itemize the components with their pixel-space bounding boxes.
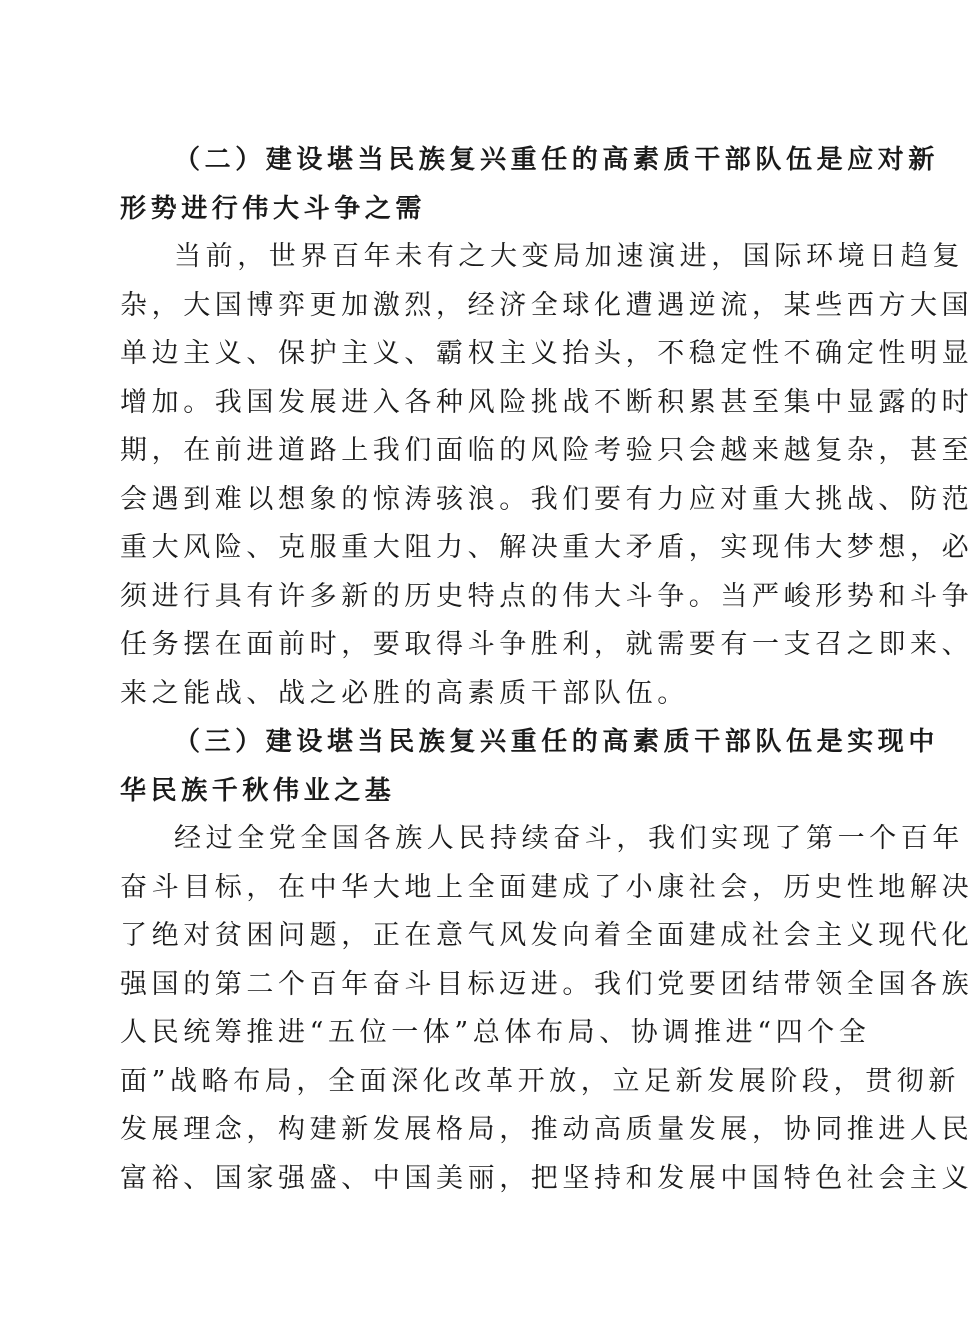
section-heading-2 xyxy=(120,136,940,233)
heading-line: 华民族千秋伟业之基 xyxy=(120,775,396,806)
paragraph-line: 富裕、国家强盛、中国美丽，把坚持和发展中国特色社会主义 xyxy=(120,1162,973,1194)
section-paragraph-2 xyxy=(120,233,973,718)
paragraph-line: 来之能战、战之必胜的高素质干部队伍。 xyxy=(120,677,689,709)
paragraph-line: 任务摆在面前时，要取得斗争胜利，就需要有一支召之即来、 xyxy=(120,629,973,660)
paragraph-line: 人民统筹推进“五位一体”总体布局、协调推进“四个全 xyxy=(120,1017,871,1048)
paragraph-line: 了绝对贫困问题，正在意气风发向着全面建成社会主义现代化 xyxy=(120,920,973,951)
paragraph-line: 重大风险、克服重大阻力、解决重大矛盾，实现伟大梦想，必 xyxy=(120,532,973,563)
paragraph-line: 发展理念，构建新发展格局，推动高质量发展，协同推进人民 xyxy=(120,1114,973,1145)
heading-line: （二）建设堪当民族复兴重任的高素质干部队伍是应对新 xyxy=(174,145,940,175)
paragraph-line: 当前，世界百年未有之大变局加速演进，国际环境日趋复 xyxy=(174,241,964,272)
paragraph-line: 奋斗目标，在中华大地上全面建成了小康社会，历史性地解决 xyxy=(120,871,973,903)
paragraph-line: 强国的第二个百年奋斗目标迈进。我们党要团结带领全国各族 xyxy=(120,968,973,1000)
paragraph-line: 经过全党全国各族人民持续奋斗，我们实现了第一个百年 xyxy=(174,823,964,854)
section-paragraph-3 xyxy=(120,815,973,1203)
paragraph-line: 杂，大国博弈更加激烈，经济全球化遭遇逆流，某些西方大国 xyxy=(120,289,973,321)
paragraph-line: 期，在前进道路上我们面临的风险考验只会越来越复杂，甚至 xyxy=(120,435,973,466)
document-page xyxy=(120,136,973,1203)
paragraph-line: 增加。我国发展进入各种风险挑战不断积累甚至集中显露的时 xyxy=(120,386,973,418)
heading-line: （三）建设堪当民族复兴重任的高素质干部队伍是实现中 xyxy=(174,727,940,757)
section-heading-3 xyxy=(120,718,940,815)
heading-line: 形势进行伟大斗争之需 xyxy=(120,193,427,224)
paragraph-line: 单边主义、保护主义、霸权主义抬头，不稳定性不确定性明显 xyxy=(120,338,973,369)
paragraph-line: 面”战略布局，全面深化改革开放，立足新发展阶段，贯彻新 xyxy=(120,1065,961,1097)
paragraph-line: 会遇到难以想象的惊涛骇浪。我们要有力应对重大挑战、防范 xyxy=(120,483,973,515)
paragraph-line: 须进行具有许多新的历史特点的伟大斗争。当严峻形势和斗争 xyxy=(120,580,973,612)
